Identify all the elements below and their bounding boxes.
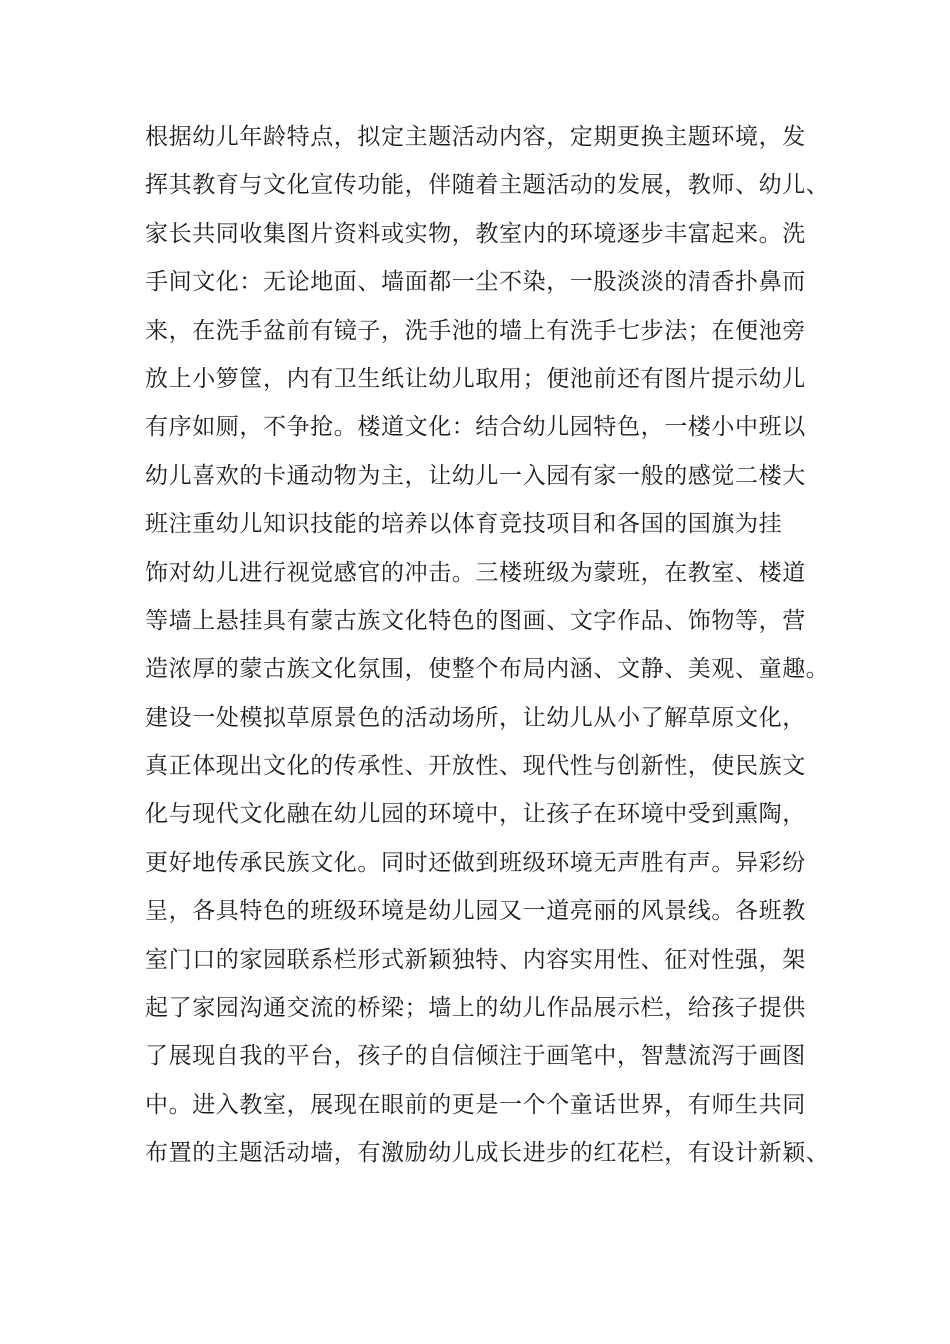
text-line: 幼儿喜欢的卡通动物为主，让幼儿一入园有家一般的感觉二楼大 — [145, 462, 806, 489]
text-line: 建设一处模拟草原景色的活动场所，让幼儿从小了解草原文化， — [145, 704, 806, 731]
text-line: 挥其教育与文化宣传功能，伴随着主题活动的发展，教师、幼儿、 — [145, 172, 830, 199]
text-line: 手间文化：无论地面、墙面都一尘不染，一股淡淡的清香扑鼻而 — [145, 269, 806, 296]
text-line: 更好地传承民族文化。同时还做到班级环境无声胜有声。异彩纷 — [145, 849, 806, 876]
text-line: 放上小箩筐，内有卫生纸让幼儿取用；便池前还有图片提示幼儿 — [145, 365, 806, 392]
text-line: 有序如厕，不争抢。楼道文化：结合幼儿园特色，一楼小中班以 — [145, 414, 806, 441]
text-line: 真正体现出文化的传承性、开放性、现代性与创新性，使民族文 — [145, 753, 806, 780]
body-paragraph — [145, 113, 830, 1178]
text-line: 呈，各具特色的班级环境是幼儿园又一道亮丽的风景线。各班教 — [145, 898, 806, 925]
text-line: 起了家园沟通交流的桥梁；墙上的幼儿作品展示栏，给孩子提供 — [145, 995, 806, 1022]
text-line: 根据幼儿年龄特点，拟定主题活动内容，定期更换主题环境，发 — [145, 124, 806, 150]
text-line: 等墙上悬挂具有蒙古族文化特色的图画、文字作品、饰物等，营 — [145, 607, 806, 634]
text-line: 布置的主题活动墙，有激励幼儿成长进步的红花栏，有设计新颖、 — [145, 1140, 830, 1167]
text-line: 造浓厚的蒙古族文化氛围，使整个布局内涵、文静、美观、童趣。 — [145, 656, 830, 683]
text-line: 家长共同收集图片资料或实物，教室内的环境逐步丰富起来。洗 — [145, 220, 806, 247]
text-line: 化与现代文化融在幼儿园的环境中，让孩子在环境中受到熏陶， — [145, 801, 806, 828]
text-line: 饰对幼儿进行视觉感官的冲击。三楼班级为蒙班，在教室、楼道 — [145, 559, 806, 586]
text-line: 中。进入教室，展现在眼前的更是一个个童话世界，有师生共同 — [145, 1091, 806, 1118]
text-line: 室门口的家园联系栏形式新颖独特、内容实用性、征对性强，架 — [145, 946, 806, 973]
text-line: 班注重幼儿知识技能的培养以体育竞技项目和各国的国旗为挂 — [145, 511, 783, 538]
text-line: 来，在洗手盆前有镜子，洗手池的墙上有洗手七步法；在便池旁 — [145, 317, 806, 344]
text-line: 了展现自我的平台，孩子的自信倾注于画笔中，智慧流泻于画图 — [145, 1043, 806, 1070]
